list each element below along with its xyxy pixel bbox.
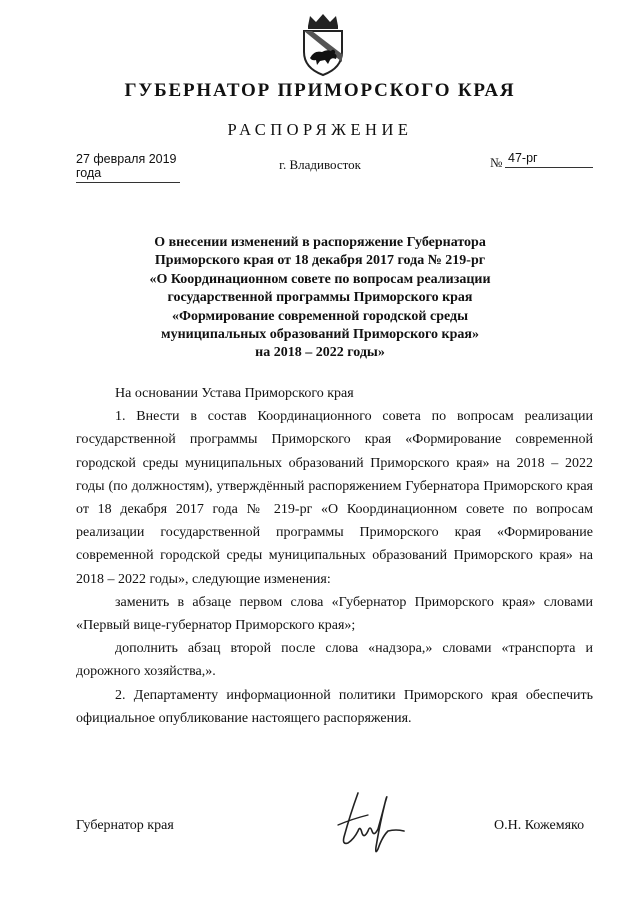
title-line: О внесении изменений в распоряжение Губернатора [154,235,486,250]
title-line: муниципальных образований Приморского края» [161,327,479,343]
signatory-position: Губернатор края [76,818,174,833]
document-body [76,382,593,730]
title-line: на 2018 – 2022 годы» [255,345,385,361]
paragraph-3: дополнить абзац второй после слова «надзора,» словами «транспорта и дорожного хозяйства,». [76,641,593,680]
document-number: 47-рг [505,151,593,168]
number-sign: № [490,155,503,170]
paragraph-2: заменить в абзаце первом слова «Губернатор Приморского края» словами «Первый вице-губернатор Приморского края»; [76,594,593,634]
basis-paragraph: На основании Устава Приморского края [115,386,354,401]
document-date: 27 февраля 2019 года [76,152,180,183]
document-title [100,234,540,363]
paragraph-4: 2. Департаменту информационной политики Приморского края обеспечить официальное опубликование настоящего распоряжения. [76,687,593,726]
coat-of-arms-icon [298,12,348,78]
paragraph-1: 1. Внести в состав Координационного совета по вопросам реализации государственной программы Приморского края «Формирование современной городской среды муниципальных образований Приморского края» на 2018 – 2022 годы (по должностям), утверждённый распоряжением Губернатора Приморского края от 18 декабря 2017 года № 219-рг «О Координационном совете по вопросам реализации государственной программы Приморского края «Формирование современной городской среды муниципальных образований Приморского края» на 2018 – 2022 годы», следующие изменения: [76,409,593,587]
issuer-heading: ГУБЕРНАТОР ПРИМОРСКОГО КРАЯ [124,80,516,101]
signatory-name: О.Н. Кожемяко [494,818,585,833]
title-line: государственной программы Приморского края [167,290,473,306]
title-line: Приморского края от 18 декабря 2017 года № 219-рг [154,253,486,269]
title-line: «Формирование современной городской среды [171,308,469,324]
title-line: «О Координационном совете по вопросам реализации [149,271,491,287]
handwritten-signature-icon [330,785,410,860]
document-type: РАСПОРЯЖЕНИЕ [227,120,413,139]
document-city: г. Владивосток [279,157,361,172]
